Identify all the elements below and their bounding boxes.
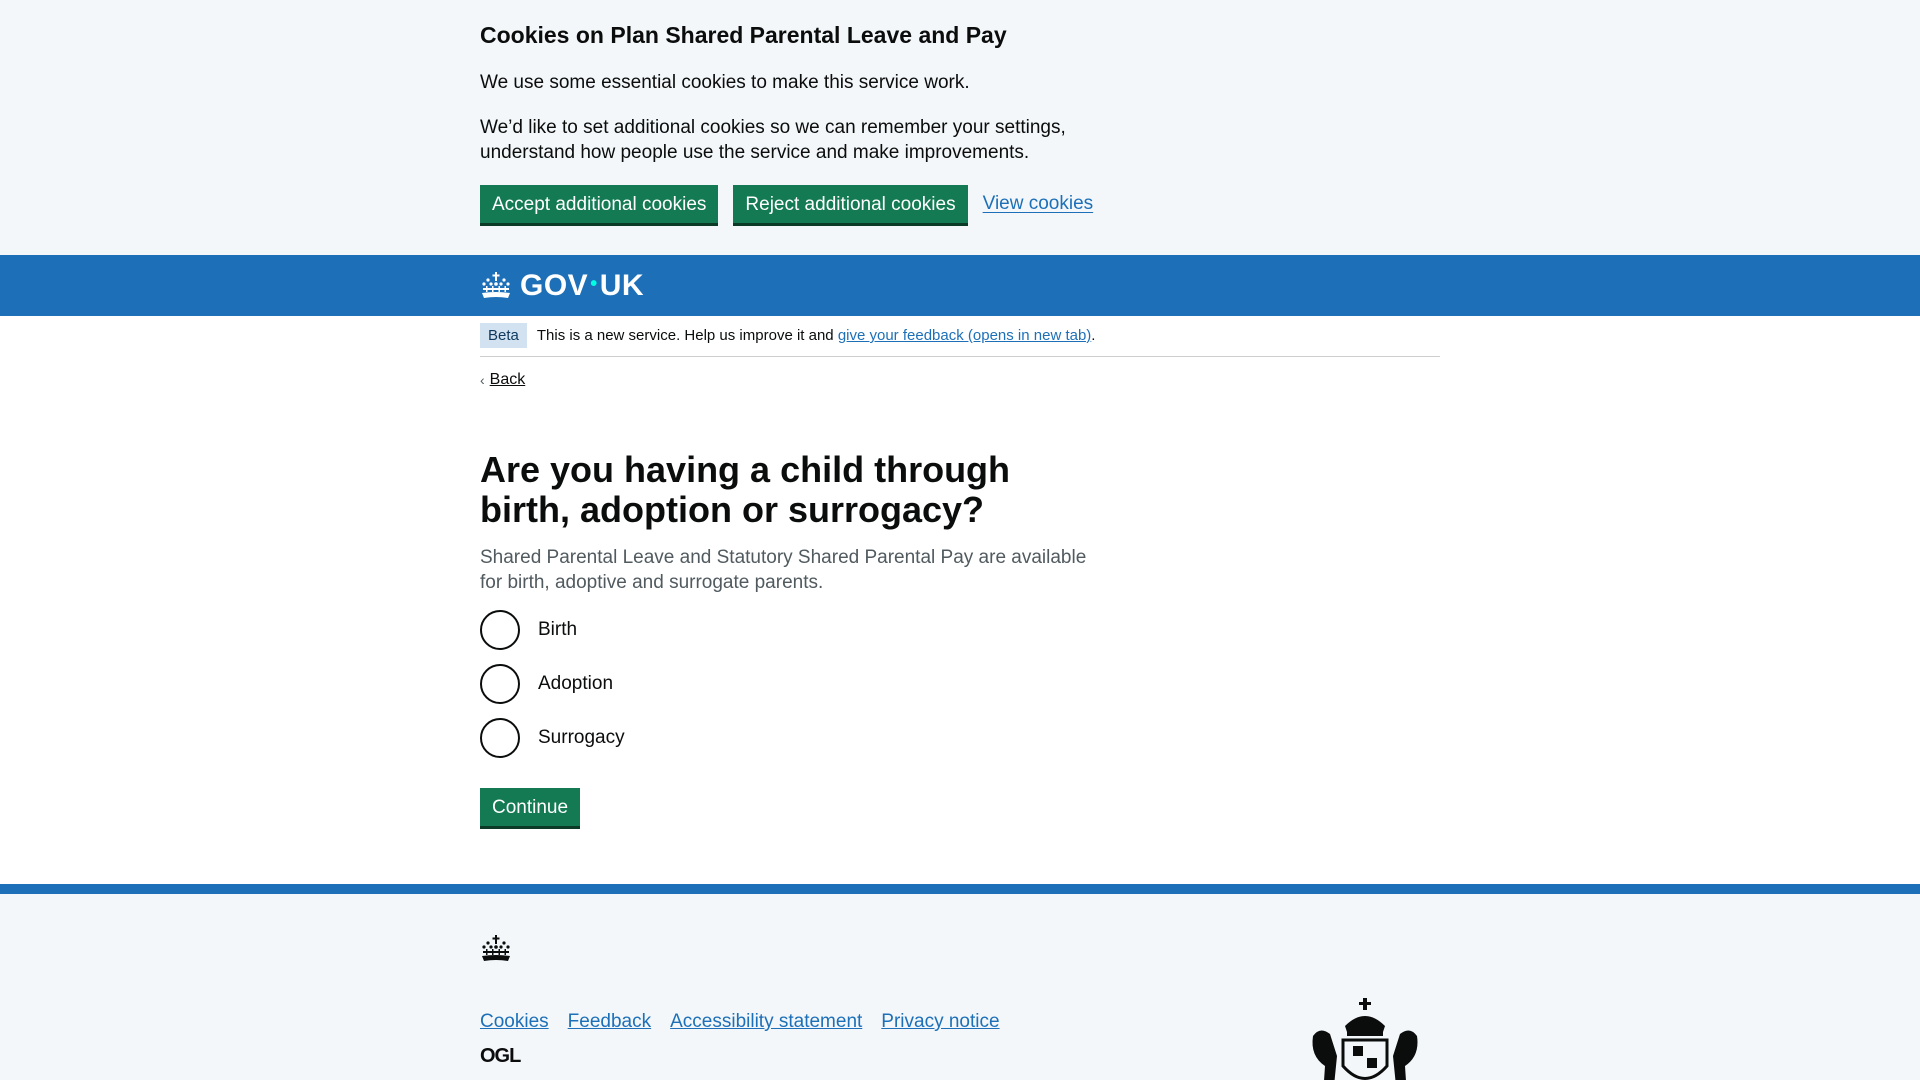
phase-banner (480, 316, 1440, 357)
main-content (480, 390, 1440, 826)
radio-label: Adoption (538, 673, 614, 694)
back-link-wrapper (480, 371, 525, 389)
footer-link-privacy[interactable]: Privacy notice (881, 1011, 1000, 1032)
radio-group (480, 610, 1440, 758)
radio-adoption[interactable] (480, 664, 1440, 704)
cookie-banner-title: Cookies on Plan Shared Parental Leave and Pay (480, 22, 1007, 48)
reject-cookies-button[interactable]: Reject additional cookies (733, 185, 967, 223)
back-link[interactable]: Back (489, 371, 526, 388)
chevron-left-icon: ‹ (480, 372, 485, 388)
cookie-banner-text-essential: We use some essential cookies to make this service work. (480, 72, 970, 93)
radio-circle[interactable] (480, 664, 520, 704)
phase-banner-suffix: . (1091, 327, 1096, 344)
beta-tag: Beta (480, 323, 527, 348)
cookie-banner-actions (480, 185, 1440, 223)
continue-button[interactable]: Continue (480, 788, 580, 826)
footer-link-accessibility[interactable]: Accessibility statement (670, 1011, 863, 1032)
logo-dot: • (590, 273, 598, 295)
royal-coat-of-arms-icon (1305, 996, 1425, 1080)
cookie-banner (0, 0, 1920, 255)
radio-birth[interactable] (480, 610, 1440, 650)
logo-text-uk: UK (599, 268, 645, 302)
site-header (0, 255, 1920, 316)
radio-circle[interactable] (480, 718, 520, 758)
footer-link-feedback[interactable]: Feedback (567, 1011, 652, 1032)
footer-link-cookies[interactable]: Cookies (480, 1011, 549, 1032)
radio-label: Surrogacy (538, 727, 625, 748)
view-cookies-link[interactable]: View cookies (982, 193, 1094, 214)
footer-stripe (0, 884, 1920, 894)
crown-icon (480, 271, 512, 301)
feedback-link[interactable]: give your feedback (opens in new tab) (837, 327, 1092, 344)
cookie-banner-text-additional: We’d like to set additional cookies so we can remember your settings, understand how people use the service and make improvements. (480, 117, 1066, 163)
logo-text-gov: GOV (520, 268, 589, 302)
site-footer (0, 894, 1920, 1080)
footer-crown (480, 894, 1440, 969)
radio-circle[interactable] (480, 610, 520, 650)
govuk-logo-link[interactable] (480, 269, 644, 303)
phase-banner-text (537, 327, 1096, 344)
phase-banner-message: This is a new service. Help us improve it and (536, 327, 838, 344)
ogl-logo: OGL (480, 1045, 521, 1067)
crown-icon (480, 934, 512, 964)
page-title: Are you having a child through birth, adoption or surrogacy? (480, 449, 1011, 530)
accept-cookies-button[interactable]: Accept additional cookies (480, 185, 718, 223)
question-hint: Shared Parental Leave and Statutory Shared Parental Pay are available for birth, adoptive and surrogate parents. (480, 547, 1087, 593)
radio-surrogacy[interactable] (480, 718, 1440, 758)
radio-label: Birth (538, 619, 578, 640)
footer-links (480, 1011, 1440, 1033)
